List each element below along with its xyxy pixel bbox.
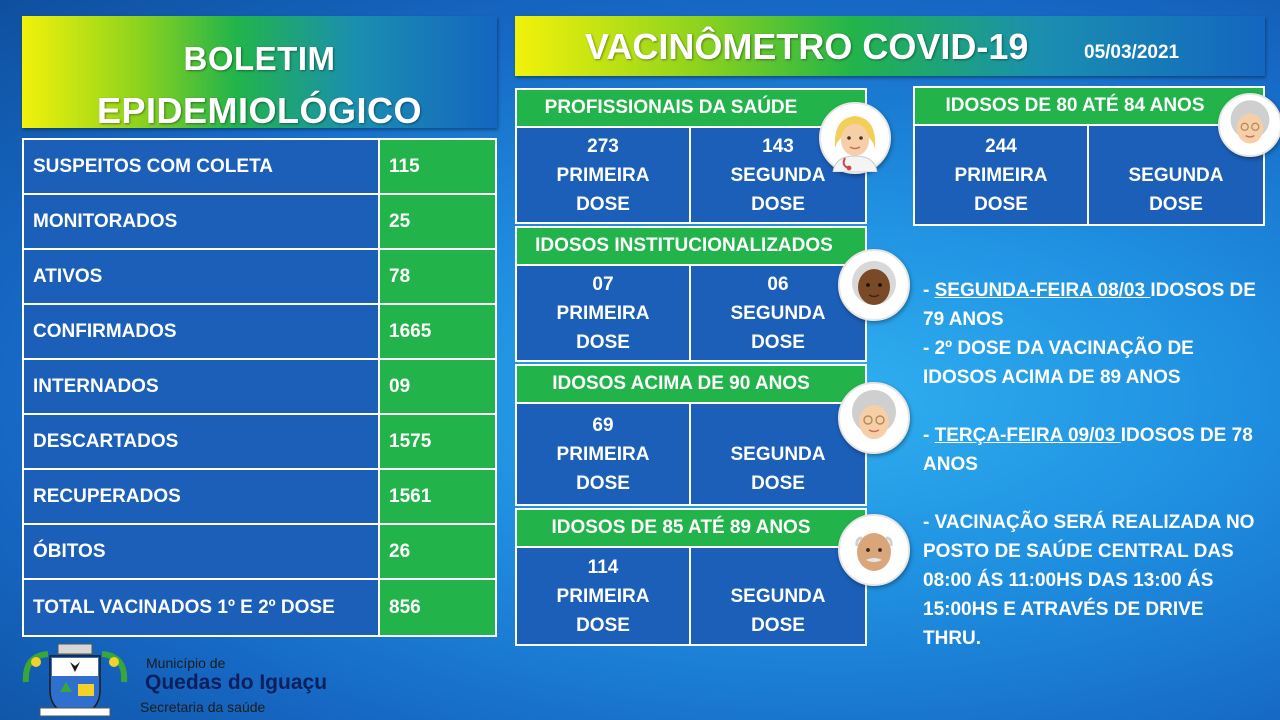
second-dose-count: 06 bbox=[767, 273, 789, 295]
health-worker-icon bbox=[819, 102, 891, 174]
dose-label: DOSE bbox=[576, 193, 630, 215]
boletim-title-line2: EPIDEMIOLÓGICO bbox=[96, 90, 423, 131]
boletim-title-line1: BOLETIM bbox=[183, 40, 336, 77]
second-dose-label: SEGUNDA bbox=[730, 302, 826, 324]
stats-label: INTERNADOS bbox=[24, 360, 380, 413]
vaccine-group-doses bbox=[515, 404, 867, 506]
second-dose-count: 143 bbox=[762, 135, 794, 157]
second-dose-label: SEGUNDA bbox=[730, 164, 826, 186]
vaccination-schedule-notes bbox=[923, 276, 1263, 653]
municipality-name: Quedas do Iguaçu bbox=[145, 671, 328, 694]
stats-row-recuperados bbox=[24, 470, 495, 525]
stats-label: ÓBITOS bbox=[24, 525, 380, 578]
stats-row-suspeitos bbox=[24, 140, 495, 195]
first-dose-count: 244 bbox=[985, 135, 1017, 157]
stats-label: CONFIRMADOS bbox=[24, 305, 380, 358]
first-dose-count: 114 bbox=[587, 556, 619, 578]
stats-value: 856 bbox=[380, 580, 495, 635]
stats-label: MONITORADOS bbox=[24, 195, 380, 248]
stats-row-obitos bbox=[24, 525, 495, 580]
stats-row-monitorados bbox=[24, 195, 495, 250]
vaccine-group-profissionais bbox=[515, 88, 867, 224]
stats-row-total-vacinados bbox=[24, 580, 495, 635]
vaccine-group-title: IDOSOS ACIMA DE 90 ANOS bbox=[515, 364, 867, 404]
stats-value: 09 bbox=[380, 360, 495, 413]
elderly-woman-icon bbox=[838, 382, 910, 454]
second-dose-label: SEGUNDA bbox=[1128, 164, 1224, 186]
note-location: - VACINAÇÃO SERÁ REALIZADA NO POSTO DE SAÚDE CENTRAL DAS 08:00 ÁS 11:00HS DAS 13:00 ÁS 15:00HS E ATRAVÉS DE DRIVE THRU. bbox=[923, 512, 1255, 649]
stats-label: SUSPEITOS COM COLETA bbox=[24, 140, 380, 193]
note-bullet: - bbox=[923, 280, 935, 301]
first-dose-count: 273 bbox=[587, 135, 619, 157]
vaccine-group-institucionalizados bbox=[515, 226, 867, 362]
first-dose-cell bbox=[517, 266, 691, 360]
first-dose-label: PRIMEIRA bbox=[556, 443, 650, 465]
vacinometro-title: VACINÔMETRO COVID-19 bbox=[585, 26, 1029, 67]
first-dose-label: PRIMEIRA bbox=[954, 164, 1048, 186]
vaccine-group-80-84 bbox=[913, 86, 1265, 226]
elderly-man-icon bbox=[838, 514, 910, 586]
stats-label: TOTAL VACINADOS 1º E 2º DOSE bbox=[24, 580, 380, 635]
department-name: Secretaria da saúde bbox=[140, 699, 266, 715]
vaccine-group-acima-90 bbox=[515, 364, 867, 506]
first-dose-label: PRIMEIRA bbox=[556, 585, 650, 607]
stats-row-descartados bbox=[24, 415, 495, 470]
stats-value: 25 bbox=[380, 195, 495, 248]
vacinometro-banner bbox=[515, 16, 1265, 76]
municipality-prefix: Município de bbox=[146, 655, 226, 671]
note-text: IDOSOS DE 78 ANOS bbox=[923, 425, 1253, 475]
note-tuesday bbox=[923, 421, 1263, 479]
dose-label: DOSE bbox=[751, 614, 805, 636]
first-dose-cell bbox=[517, 128, 691, 222]
dose-label: DOSE bbox=[751, 193, 805, 215]
vaccine-group-doses bbox=[515, 266, 867, 362]
first-dose-label: PRIMEIRA bbox=[556, 164, 650, 186]
stats-value: 1561 bbox=[380, 470, 495, 523]
note-second-dose: - 2º DOSE DA VACINAÇÃO DE IDOSOS ACIMA DE 89 ANOS bbox=[923, 338, 1194, 388]
dose-label: DOSE bbox=[576, 331, 630, 353]
dose-label: DOSE bbox=[974, 193, 1028, 215]
dose-label: DOSE bbox=[576, 472, 630, 494]
stats-value: 78 bbox=[380, 250, 495, 303]
first-dose-cell bbox=[517, 548, 691, 644]
stats-value: 115 bbox=[380, 140, 495, 193]
first-dose-label: PRIMEIRA bbox=[556, 302, 650, 324]
vaccine-group-doses bbox=[913, 126, 1265, 226]
vaccine-group-title: PROFISSIONAIS DA SAÚDE bbox=[515, 88, 867, 128]
report-date: 05/03/2021 bbox=[1084, 42, 1180, 63]
note-date: TERÇA-FEIRA 09/03 bbox=[934, 425, 1121, 446]
first-dose-cell bbox=[517, 404, 691, 504]
second-dose-label: SEGUNDA bbox=[730, 585, 826, 607]
vaccine-group-title: IDOSOS INSTITUCIONALIZADOS bbox=[515, 226, 867, 266]
stats-row-confirmados bbox=[24, 305, 495, 360]
note-monday bbox=[923, 276, 1263, 334]
dose-label: DOSE bbox=[576, 614, 630, 636]
coat-of-arms-icon bbox=[20, 642, 130, 720]
stats-row-ativos bbox=[24, 250, 495, 305]
first-dose-count: 69 bbox=[592, 414, 614, 436]
epidemiological-stats-table bbox=[22, 138, 497, 637]
note-text: IDOSOS DE 79 ANOS bbox=[923, 280, 1256, 330]
dose-label: DOSE bbox=[1149, 193, 1203, 215]
stats-value: 26 bbox=[380, 525, 495, 578]
stats-label: RECUPERADOS bbox=[24, 470, 380, 523]
note-bullet: - bbox=[923, 425, 935, 446]
stats-label: ATIVOS bbox=[24, 250, 380, 303]
second-dose-cell bbox=[691, 548, 865, 644]
elderly-person-icon bbox=[838, 249, 910, 321]
vaccine-group-85-89 bbox=[515, 508, 867, 646]
note-date: SEGUNDA-FEIRA 08/03 bbox=[934, 280, 1151, 301]
second-dose-label: SEGUNDA bbox=[730, 443, 826, 465]
vaccine-group-title: IDOSOS DE 85 ATÉ 89 ANOS bbox=[515, 508, 867, 548]
first-dose-cell bbox=[915, 126, 1089, 224]
first-dose-count: 07 bbox=[592, 273, 614, 295]
stats-value: 1665 bbox=[380, 305, 495, 358]
dose-label: DOSE bbox=[751, 331, 805, 353]
stats-row-internados bbox=[24, 360, 495, 415]
boletim-banner bbox=[22, 16, 497, 131]
vaccine-group-title: IDOSOS DE 80 ATÉ 84 ANOS bbox=[913, 86, 1265, 126]
stats-value: 1575 bbox=[380, 415, 495, 468]
vaccine-group-doses bbox=[515, 128, 867, 224]
elderly-woman-icon bbox=[1218, 93, 1280, 157]
dose-label: DOSE bbox=[751, 472, 805, 494]
vaccine-group-doses bbox=[515, 548, 867, 646]
stats-label: DESCARTADOS bbox=[24, 415, 380, 468]
